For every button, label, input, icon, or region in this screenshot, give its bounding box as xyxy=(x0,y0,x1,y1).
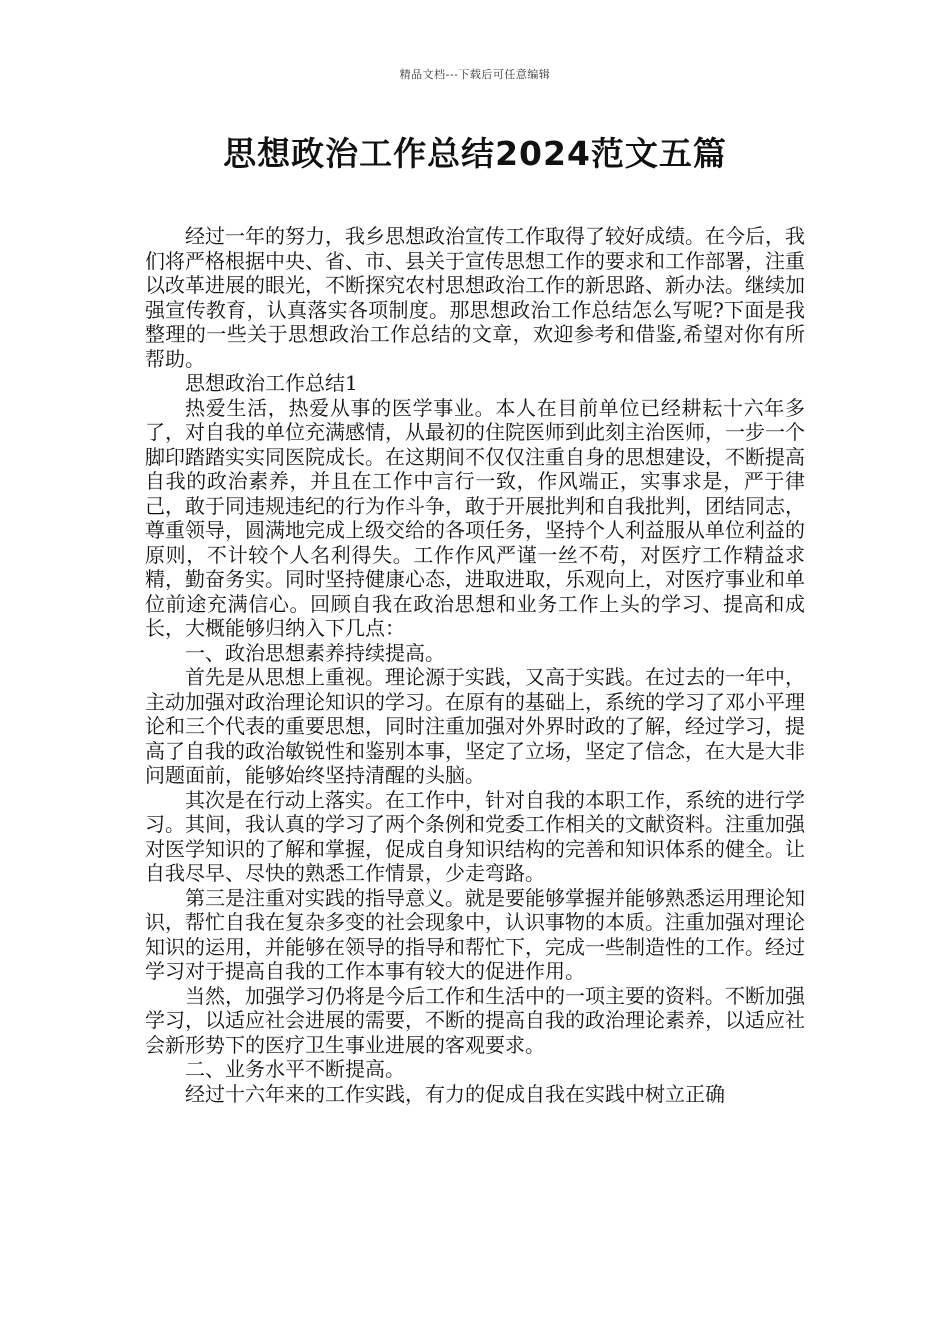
document-body xyxy=(145,224,805,1106)
subsection-heading: 一、政治思想素养持续提高。 xyxy=(185,640,445,665)
body-paragraph: 经过十六年来的工作实践，有力的促成自我在实践中树立正确 xyxy=(185,1081,725,1106)
body-paragraph: 热爱生活，热爱从事的医学事业。本人在目前单位已经耕耘十六年多了，对自我的单位充满感情，从最初的住院医师到此刻主治医师，一步一个脚印踏踏实实同医院成长。在这期间不仅仅注重自身的思想建设，不断提高自我的政治素养，并且在工作中言行一致，作风端正，实事求是，严于律己，敢于同违规违纪的行为作斗争，敢于开展批判和自我批判，团结同志，尊重领导，圆满地完成上级交给的各项任务，坚持个人利益服从单位利益的原则，不计较个人名利得失。工作作风严谨一丝不苟，对医疗工作精益求精，勤奋务实。同时坚持健康心态，进取进取，乐观向上，对医疗事业和单位前途充满信心。回顾自我在政治思想和业务工作上头的学习、提高和成长，大概能够归纳入下几点： xyxy=(145,395,805,640)
document-title: 思想政治工作总结2024范文五篇 xyxy=(223,134,727,173)
body-paragraph: 当然，加强学习仍将是今后工作和生活中的一项主要的资料。不断加强学习，以适应社会进展的需要，不断的提高自我的政治理论素养，以适应社会新形势下的医疗卫生事业进展的客观要求。 xyxy=(145,983,805,1057)
intro-paragraph: 经过一年的努力，我乡思想政治宣传工作取得了较好成绩。在今后，我们将严格根据中央、省、市、县关于宣传思想工作的要求和工作部署，注重以改革进展的眼光，不断探究农村思想政治工作的新思路、新办法。继续加强宣传教育，认真落实各项制度。那思想政治工作总结怎么写呢?下面是我整理的一些关于思想政治工作总结的文章，欢迎参考和借鉴,希望对你有所帮助。 xyxy=(145,224,805,371)
body-paragraph: 第三是注重对实践的指导意义。就是要能够掌握并能够熟悉运用理论知识，帮忙自我在复杂多变的社会现象中，认识事物的本质。注重加强对理论知识的运用，并能够在领导的指导和帮忙下，完成一些制造性的工作。经过学习对于提高自我的工作本事有较大的促进作用。 xyxy=(145,885,805,983)
header-note: 精品文档---下载后可任意编辑 xyxy=(399,68,551,81)
body-paragraph: 首先是从思想上重视。理论源于实践，又高于实践。在过去的一年中，主动加强对政治理论知识的学习。在原有的基础上，系统的学习了邓小平理论和三个代表的重要思想，同时注重加强对外界时政的了解，经过学习，提高了自我的政治敏锐性和鉴别本事，坚定了立场，坚定了信念，在大是大非问题面前，能够始终坚持清醒的头脑。 xyxy=(145,665,805,787)
body-paragraph: 其次是在行动上落实。在工作中，针对自我的本职工作，系统的进行学习。其间，我认真的学习了两个条例和党委工作相关的文献资料。注重加强对医学知识的了解和掌握，促成自身知识结构的完善和知识体系的健全。让自我尽早、尽快的熟悉工作情景，少走弯路。 xyxy=(145,787,805,885)
section-heading: 思想政治工作总结1 xyxy=(185,371,358,395)
subsection-heading: 二、业务水平不断提高。 xyxy=(185,1057,405,1081)
